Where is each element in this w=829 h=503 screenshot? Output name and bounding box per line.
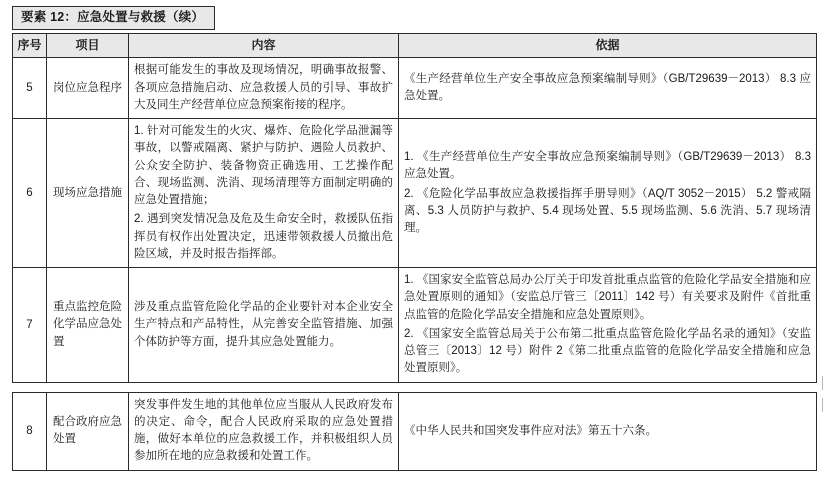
row-content	[129, 268, 399, 383]
row-item: 现场应急措施	[47, 119, 129, 268]
content-paragraph: 突发事件发生地的其他单位应当服从人民政府发布的决定、命令，配合人民政府采取的应急处置措施，做好本单位的应急救援工作，并积极组织人员参加所在地的应急救援和处置工作。	[134, 398, 393, 463]
basis-paragraph: 《生产经营单位生产安全事故应急预案编制导则》（GB/T29639－2013） 8.3 应急处置。	[404, 73, 811, 103]
table-header	[13, 34, 817, 58]
column-header-content: 内容	[129, 34, 399, 58]
column-header-item: 项目	[47, 34, 129, 58]
page-edge-mark-bottom	[822, 398, 823, 412]
table-header-row	[13, 34, 817, 58]
column-header-no: 序号	[13, 34, 47, 58]
table-row	[13, 58, 817, 119]
page-title: 要素 12：应急处置与救援（续）	[12, 6, 215, 30]
row-item: 岗位应急程序	[47, 58, 129, 119]
page-edge-mark-top	[822, 376, 823, 390]
basis-paragraph: 1. 《国家安全监管总局办公厅关于印发首批重点监管的危险化学品安全措施和应急处置原则的通知》（安监总厅管三〔2011〕142 号）有关要求及附件《首批重点监管的危险化学品安全措施和应急处置原则》。	[404, 274, 811, 321]
table-row	[13, 119, 817, 268]
basis-paragraph: 2. 《危险化学品事故应急救援指挥手册导则》（AQ/T 3052－2015） 5.2 警戒隔离、5.3 人员防护与救护、5.4 现场处置、5.5 现场监测、5.6 洗消、5.7 现场清理。	[404, 187, 811, 235]
table-row	[13, 268, 817, 383]
basis-paragraph: 2. 《国家安全监管总局关于公布第二批重点监管危险化学品名录的通知》（安监总管三〔2013〕12 号）附件 2《第二批重点监管的危险化学品安全措施和应急处置原则》。	[404, 327, 811, 375]
row-basis	[399, 392, 817, 470]
main-table	[12, 33, 817, 383]
continuation-table-body	[13, 392, 817, 470]
row-no: 8	[13, 392, 47, 470]
row-item: 配合政府应急处置	[47, 392, 129, 470]
content-paragraph: 2. 遇到突发情况急及危及生命安全时，救援队伍指挥员有权作出处置决定，迅速带领救援人员撤出危险区域，并及时报告指挥部。	[134, 213, 393, 260]
table-body	[13, 58, 817, 382]
table-row	[13, 392, 817, 470]
row-basis	[399, 119, 817, 268]
basis-paragraph: 1. 《生产经营单位生产安全事故应急预案编制导则》（GB/T29639－2013） 8.3 应急处置。	[404, 151, 811, 181]
row-no: 6	[13, 119, 47, 268]
row-no: 5	[13, 58, 47, 119]
content-paragraph: 1. 针对可能发生的火灾、爆炸、危险化学品泄漏等事故，以警戒隔离、紧护与防护、遇险人员救护、公众安全防护、装备物资正确选用、工艺操作配合、现场监测、洗消、现场清理等方面制定明确的应急处置措施；	[134, 125, 393, 207]
row-content	[129, 58, 399, 119]
row-content	[129, 119, 399, 268]
row-item: 重点监控危险化学品应急处置	[47, 268, 129, 383]
content-paragraph: 涉及重点监管危险化学品的企业要针对本企业安全生产特点和产品特性，从完善安全监管措施、加强个体防护等方面，提升其应急处置能力。	[134, 301, 393, 348]
continuation-table	[12, 392, 817, 471]
row-basis	[399, 58, 817, 119]
column-header-basis: 依据	[399, 34, 817, 58]
row-no: 7	[13, 268, 47, 383]
row-basis	[399, 268, 817, 383]
content-paragraph: 根据可能发生的事故及现场情况，明确事故报警、各项应急措施启动、应急救援人员的引导、事故扩大及同生产经营单位应急预案衔接的程序。	[134, 64, 393, 111]
basis-paragraph: 《中华人民共和国突发事件应对法》第五十六条。	[404, 424, 657, 437]
row-content	[129, 392, 399, 470]
